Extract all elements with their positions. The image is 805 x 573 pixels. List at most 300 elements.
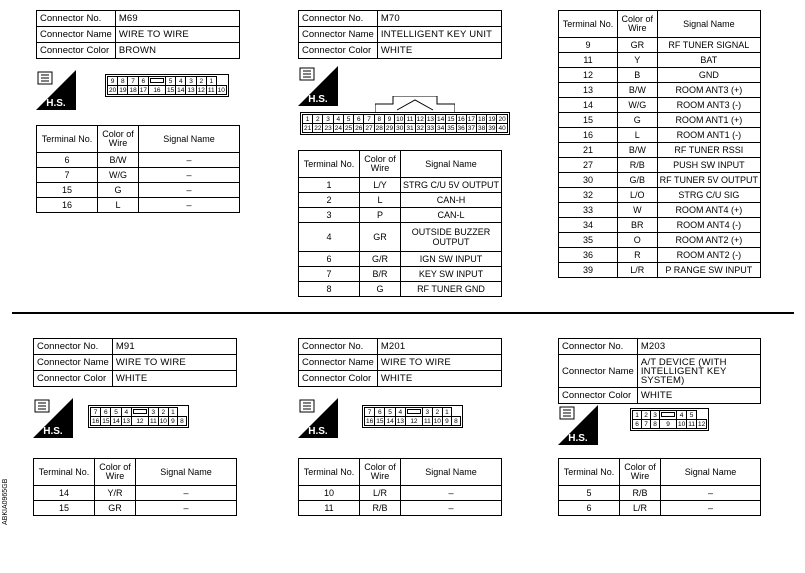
table-row: [37, 168, 240, 183]
terminal-no-cell: 10: [299, 486, 360, 501]
table-row: [299, 486, 502, 501]
connector-color-label: Connector Color: [34, 371, 113, 387]
connector-pin: 9: [384, 115, 394, 124]
connector-pin: 25: [344, 124, 353, 132]
connector-pin: 33: [426, 124, 435, 132]
m70-signal-table-a: [298, 150, 502, 297]
connector-no-label: Connector No.: [34, 339, 113, 355]
connector-pin: 37: [467, 124, 475, 132]
connector-pin: 14: [386, 417, 394, 425]
connector-pin: 2: [432, 408, 442, 417]
wire-color-cell: GR: [617, 38, 657, 53]
connector-color-label: Connector Color: [299, 371, 378, 387]
connector-no-value: M91: [112, 339, 236, 355]
terminal-no-cell: 21: [559, 143, 618, 158]
figure-code: ABKIA0965GB: [2, 478, 9, 525]
connector-pin: 11: [207, 86, 215, 94]
connector-pin: 9: [108, 77, 118, 86]
connector-pin: 9: [168, 417, 177, 426]
table-row: [37, 198, 240, 213]
signal-name-cell: BAT: [657, 53, 760, 68]
wire-color-cell: G: [359, 282, 400, 297]
connector-pin: 15: [166, 86, 175, 94]
wire-color-cell: B/W: [98, 153, 139, 168]
connector-pin: 17: [139, 86, 147, 94]
table-row: [559, 173, 761, 188]
connector-pin: 11: [423, 417, 431, 425]
connector-pin: 16: [148, 86, 165, 95]
wire-color-header: Color of Wire: [617, 11, 657, 38]
connector-pin: 10: [433, 417, 441, 425]
connector-pin: 18: [129, 86, 137, 94]
wire-color-cell: W: [617, 203, 657, 218]
wire-color-cell: B: [617, 68, 657, 83]
signal-name-cell: ROOM ANT2 (-): [657, 248, 760, 263]
connector-pin: 5: [687, 411, 697, 420]
signal-name-cell: –: [661, 501, 761, 516]
connector-pin: 22: [314, 124, 322, 132]
terminal-no-cell: 5: [559, 486, 620, 501]
signal-name-cell: –: [139, 153, 240, 168]
connector-pin: 1: [206, 77, 216, 86]
table-row: [299, 223, 502, 252]
connector-pin: 15: [102, 417, 110, 425]
terminal-no-cell: 16: [559, 128, 618, 143]
connector-pin: 16: [92, 417, 100, 425]
signal-name-header: Signal Name: [657, 11, 760, 38]
signal-name-cell: STRG C/U 5V OUTPUT: [400, 178, 501, 193]
connector-pin: 7: [365, 408, 375, 417]
wire-color-header: Color of Wire: [360, 459, 401, 486]
table-row: [299, 208, 502, 223]
table-row: [559, 68, 761, 83]
connector-pin: 2: [313, 115, 323, 124]
signal-name-cell: RF TUNER SIGNAL: [657, 38, 760, 53]
connector-pin: 12: [405, 417, 422, 426]
connector-name-value: WIRE TO WIRE: [115, 27, 239, 43]
connector-latch-slot: [148, 77, 165, 86]
table-row: [34, 501, 237, 516]
connector-pin: 18: [477, 115, 486, 123]
connector-color-label: Connector Color: [37, 43, 116, 59]
connector-pin: 11: [149, 417, 157, 425]
terminal-no-cell: 13: [559, 83, 618, 98]
terminal-no-cell: 33: [559, 203, 618, 218]
table-row: [559, 98, 761, 113]
signal-name-cell: –: [139, 168, 240, 183]
connector-pin: 5: [385, 408, 395, 417]
terminal-no-cell: 11: [299, 501, 360, 516]
terminal-no-header: Terminal No.: [37, 126, 98, 153]
connector-pin: 4: [333, 115, 343, 124]
m69-signal-table: [36, 125, 240, 213]
connector-name-label: Connector Name: [34, 355, 113, 371]
connector-pin: 13: [187, 86, 195, 94]
svg-text:H.S.: H.S.: [308, 426, 328, 437]
hs-icon: [298, 66, 338, 109]
wire-color-cell: W/G: [617, 98, 657, 113]
table-row: [559, 188, 761, 203]
terminal-no-cell: 2: [299, 193, 360, 208]
connector-pin: 26: [355, 124, 363, 132]
table-row: [559, 233, 761, 248]
terminal-no-cell: 15: [559, 113, 618, 128]
table-row: [34, 486, 237, 501]
connector-pin: 13: [122, 417, 130, 425]
connector-pin: 3: [651, 411, 660, 420]
svg-text:H.S.: H.S.: [43, 426, 63, 437]
connector-name-value: WIRE TO WIRE: [112, 355, 236, 371]
m203-connector-face: [630, 408, 709, 431]
connector-name-value: A/T DEVICE (WITH INTELLIGENT KEY SYSTEM): [637, 355, 760, 388]
connector-pin: 1: [442, 408, 451, 417]
connector-pin: 14: [177, 86, 185, 94]
terminal-no-cell: 32: [559, 188, 618, 203]
connector-pin: 6: [101, 408, 111, 417]
terminal-no-header: Terminal No.: [299, 151, 360, 178]
signal-name-cell: RF TUNER RSSI: [657, 143, 760, 158]
terminal-no-cell: 14: [559, 98, 618, 113]
signal-name-cell: –: [401, 486, 502, 501]
m91-connector-face: [88, 405, 189, 428]
connector-name-label: Connector Name: [559, 355, 638, 388]
connector-pin: 35: [447, 124, 455, 132]
table-row: [559, 263, 761, 278]
m70-connector-face: [300, 112, 510, 135]
m201-connector-face: [362, 405, 463, 428]
terminal-no-cell: 36: [559, 248, 618, 263]
wire-color-cell: L/R: [360, 486, 401, 501]
connector-pin: 10: [217, 86, 225, 94]
connector-latch-slot: [660, 411, 677, 420]
connector-pin: 2: [158, 408, 168, 417]
connector-pin: 17: [467, 115, 475, 123]
connector-pin: 12: [416, 115, 424, 123]
signal-name-header: Signal Name: [401, 459, 502, 486]
signal-name-header: Signal Name: [400, 151, 501, 178]
m91-signal-table: [33, 458, 237, 516]
connector-color-value: BROWN: [115, 43, 239, 59]
connector-pin: 13: [426, 115, 435, 123]
connector-pin: 9: [660, 420, 677, 429]
signal-name-header: Signal Name: [136, 459, 237, 486]
section-divider: [12, 312, 794, 314]
connector-latch-slot: [405, 408, 422, 417]
connector-pin: 3: [148, 408, 158, 417]
m203-signal-table: [558, 458, 761, 516]
connector-no-value: M203: [637, 339, 760, 355]
table-row: [299, 178, 502, 193]
connector-color-value: WHITE: [637, 388, 760, 404]
connector-pin: 24: [334, 124, 342, 132]
table-row: [559, 203, 761, 218]
connector-color-label: Connector Color: [299, 43, 378, 59]
terminal-no-cell: 15: [37, 183, 98, 198]
svg-text:H.S.: H.S.: [46, 98, 66, 109]
connector-name-label: Connector Name: [299, 27, 378, 43]
connector-no-label: Connector No.: [37, 11, 116, 27]
connector-color-value: WHITE: [377, 371, 501, 387]
terminal-no-cell: 16: [37, 198, 98, 213]
wire-color-cell: W/G: [98, 168, 139, 183]
connector-no-value: M70: [377, 11, 501, 27]
signal-name-cell: ROOM ANT1 (+): [657, 113, 760, 128]
connector-pin: 6: [354, 115, 364, 124]
wire-color-cell: L/Y: [359, 178, 400, 193]
terminal-no-header: Terminal No.: [34, 459, 95, 486]
connector-no-label: Connector No.: [299, 339, 378, 355]
connector-pin: 11: [688, 420, 695, 428]
m70-connector-info: [298, 10, 502, 59]
terminal-no-cell: 11: [559, 53, 618, 68]
signal-name-cell: RF TUNER 5V OUTPUT: [657, 173, 760, 188]
table-row: [37, 183, 240, 198]
wire-color-cell: B/W: [617, 143, 657, 158]
connector-pin: 2: [196, 77, 206, 86]
table-row: [559, 218, 761, 233]
wire-color-cell: R/B: [360, 501, 401, 516]
connector-pin: 4: [395, 408, 405, 417]
signal-name-cell: ROOM ANT4 (-): [657, 218, 760, 233]
table-row: [559, 248, 761, 263]
signal-name-cell: KEY SW INPUT: [400, 267, 501, 282]
connector-pin: 1: [168, 408, 177, 417]
connector-pin: 21: [304, 124, 312, 132]
connector-pin: 9: [442, 417, 451, 426]
wire-color-cell: Y/R: [95, 486, 136, 501]
connector-pin: 8: [118, 77, 128, 86]
connector-no-label: Connector No.: [299, 11, 378, 27]
wire-color-cell: B/R: [359, 267, 400, 282]
connector-pin: 16: [366, 417, 374, 425]
wire-color-cell: L/O: [617, 188, 657, 203]
signal-name-header: Signal Name: [661, 459, 761, 486]
wire-color-cell: O: [617, 233, 657, 248]
signal-name-cell: –: [136, 501, 237, 516]
terminal-no-cell: 12: [559, 68, 618, 83]
connector-pin: 20: [498, 115, 506, 123]
terminal-no-header: Terminal No.: [559, 459, 620, 486]
connector-pin: 8: [374, 115, 384, 124]
wire-color-cell: L: [98, 198, 139, 213]
table-row: [559, 38, 761, 53]
wire-color-cell: L/R: [617, 263, 657, 278]
table-row: [559, 501, 761, 516]
table-row: [559, 143, 761, 158]
m91-connector-info: [33, 338, 237, 387]
connector-pin: 19: [119, 86, 127, 94]
hs-icon: [298, 398, 338, 441]
signal-name-cell: RF TUNER GND: [400, 282, 501, 297]
signal-name-cell: OUTSIDE BUZZER OUTPUT: [400, 223, 501, 252]
svg-text:H.S.: H.S.: [568, 433, 588, 444]
m201-signal-table: [298, 458, 502, 516]
connector-pin: 29: [385, 124, 394, 132]
connector-pin: 27: [365, 124, 373, 132]
connector-pin: 8: [651, 420, 660, 429]
terminal-no-cell: 7: [37, 168, 98, 183]
connector-pin: 39: [488, 124, 496, 132]
terminal-no-cell: 9: [559, 38, 618, 53]
wire-color-cell: L/R: [620, 501, 661, 516]
connector-pin: 12: [697, 420, 706, 428]
signal-name-cell: ROOM ANT2 (+): [657, 233, 760, 248]
connector-color-label: Connector Color: [559, 388, 638, 404]
connector-pin: 7: [642, 420, 651, 429]
table-row: [559, 158, 761, 173]
connector-pin: 16: [457, 115, 465, 123]
connector-pin: 7: [364, 115, 374, 124]
connector-pin: 20: [109, 86, 117, 94]
signal-name-cell: CAN-L: [400, 208, 501, 223]
signal-name-cell: –: [661, 486, 761, 501]
connector-pin: 40: [498, 124, 506, 132]
signal-name-cell: ROOM ANT3 (-): [657, 98, 760, 113]
svg-text:H.S.: H.S.: [308, 94, 328, 105]
terminal-no-cell: 39: [559, 263, 618, 278]
connector-pin: 4: [677, 411, 687, 420]
connector-pin: 36: [457, 124, 465, 132]
connector-pin: 6: [375, 408, 385, 417]
connector-name-label: Connector Name: [37, 27, 116, 43]
signal-name-cell: STRG C/U SIG: [657, 188, 760, 203]
hs-icon: [33, 398, 73, 441]
connector-pin: 12: [197, 86, 205, 94]
connector-pin: 3: [186, 77, 196, 86]
connector-pin: 5: [111, 408, 121, 417]
wire-color-cell: L: [617, 128, 657, 143]
hs-icon: [558, 405, 598, 448]
connector-pin: 15: [447, 115, 455, 123]
wire-color-cell: G: [98, 183, 139, 198]
connector-pin: 31: [406, 124, 414, 132]
terminal-no-cell: 8: [299, 282, 360, 297]
table-row: [299, 252, 502, 267]
table-row: [559, 486, 761, 501]
signal-name-cell: –: [136, 486, 237, 501]
connector-pin: 15: [376, 417, 384, 425]
connector-pin: 4: [176, 77, 186, 86]
connector-pin: 8: [177, 417, 186, 426]
connector-pin: 14: [437, 115, 445, 123]
wire-color-cell: BR: [617, 218, 657, 233]
terminal-no-cell: 1: [299, 178, 360, 193]
terminal-no-cell: 6: [559, 501, 620, 516]
wire-color-cell: GR: [359, 223, 400, 252]
wire-color-cell: G: [617, 113, 657, 128]
table-row: [559, 128, 761, 143]
terminal-no-cell: 27: [559, 158, 618, 173]
wire-color-cell: L: [359, 193, 400, 208]
signal-name-cell: ROOM ANT4 (+): [657, 203, 760, 218]
connector-pin: 5: [343, 115, 353, 124]
connector-pin: 8: [451, 417, 460, 426]
connector-pin: 12: [131, 417, 148, 426]
m69-connector-face: [105, 74, 229, 97]
table-row: [559, 83, 761, 98]
connector-pin: 38: [477, 124, 486, 132]
connector-name-value: WIRE TO WIRE: [377, 355, 501, 371]
wire-color-cell: G/R: [359, 252, 400, 267]
connector-pin: 10: [678, 420, 686, 428]
terminal-no-cell: 3: [299, 208, 360, 223]
connector-name-value: INTELLIGENT KEY UNIT: [377, 27, 501, 43]
signal-name-cell: ROOM ANT3 (+): [657, 83, 760, 98]
connector-name-label: Connector Name: [299, 355, 378, 371]
connector-no-value: M69: [115, 11, 239, 27]
connector-pin: 5: [165, 77, 175, 86]
hs-icon: [36, 70, 76, 113]
connector-color-value: WHITE: [112, 371, 236, 387]
connector-pin: 1: [303, 115, 313, 124]
wire-color-cell: GR: [95, 501, 136, 516]
connector-pin: 7: [128, 77, 138, 86]
table-row: [559, 53, 761, 68]
terminal-no-cell: 15: [34, 501, 95, 516]
connector-pin: 32: [416, 124, 424, 132]
connector-pin: 14: [112, 417, 120, 425]
connector-color-value: WHITE: [377, 43, 501, 59]
signal-name-header: Signal Name: [139, 126, 240, 153]
connector-pin: 3: [323, 115, 333, 124]
connector-no-value: M201: [377, 339, 501, 355]
signal-name-cell: GND: [657, 68, 760, 83]
connector-pin: 7: [91, 408, 101, 417]
signal-name-cell: IGN SW INPUT: [400, 252, 501, 267]
table-row: [559, 113, 761, 128]
table-row: [299, 193, 502, 208]
m201-connector-info: [298, 338, 502, 387]
connector-pin: 1: [633, 411, 642, 420]
m69-connector-info: [36, 10, 240, 59]
wire-color-cell: Y: [617, 53, 657, 68]
connector-pin: 19: [488, 115, 496, 123]
connector-pin: 6: [138, 77, 148, 86]
m203-connector-info: [558, 338, 761, 404]
connector-pin: 34: [437, 124, 445, 132]
wire-color-cell: R: [617, 248, 657, 263]
connector-pin: 10: [396, 115, 404, 123]
wire-color-cell: P: [359, 208, 400, 223]
wire-color-cell: R/B: [620, 486, 661, 501]
wire-color-cell: G/B: [617, 173, 657, 188]
connector-no-label: Connector No.: [559, 339, 638, 355]
connector-latch-slot: [131, 408, 148, 417]
terminal-no-cell: 6: [299, 252, 360, 267]
signal-name-cell: CAN-H: [400, 193, 501, 208]
wire-color-header: Color of Wire: [95, 459, 136, 486]
wire-color-header: Color of Wire: [98, 126, 139, 153]
signal-name-cell: –: [139, 183, 240, 198]
wire-color-header: Color of Wire: [359, 151, 400, 178]
terminal-no-cell: 35: [559, 233, 618, 248]
terminal-no-cell: 14: [34, 486, 95, 501]
table-row: [299, 282, 502, 297]
terminal-no-cell: 7: [299, 267, 360, 282]
terminal-no-header: Terminal No.: [299, 459, 360, 486]
signal-name-cell: –: [401, 501, 502, 516]
terminal-no-cell: 6: [37, 153, 98, 168]
m70-signal-table-b: [558, 10, 761, 278]
connector-pin: 2: [642, 411, 651, 420]
signal-name-cell: –: [139, 198, 240, 213]
connector-pin: 10: [159, 417, 167, 425]
terminal-no-cell: 34: [559, 218, 618, 233]
table-row: [299, 267, 502, 282]
connector-pin: 4: [121, 408, 131, 417]
connector-pin: 3: [422, 408, 432, 417]
table-row: [299, 501, 502, 516]
